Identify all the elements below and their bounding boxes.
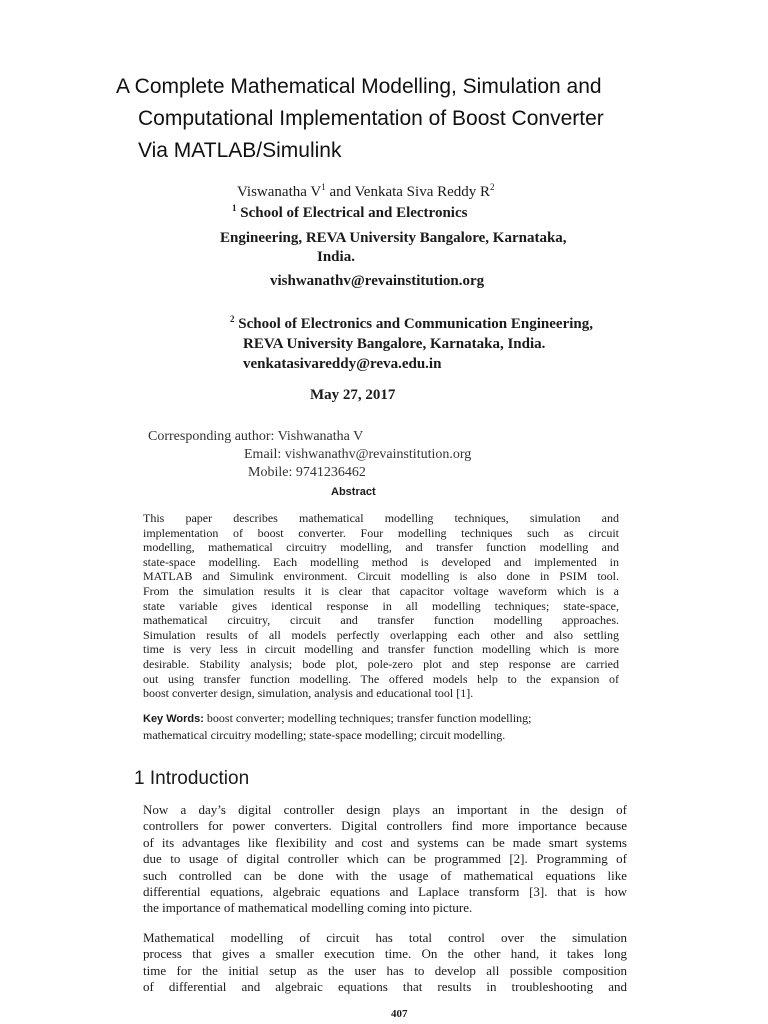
intro-line: such controlled can be done with the usage of mathematical equations like (143, 867, 627, 883)
affiliation-2-email: venkatasivareddy@reva.edu.in (243, 356, 442, 372)
corresponding-mobile: Mobile: 9741236462 (248, 465, 366, 480)
intro-line: Mathematical modelling of circuit has total control over the simulation (143, 930, 627, 945)
affiliation-1-line-3: India. (317, 249, 355, 265)
abstract-line: From the simulation results it is clear that capacitor voltage waveform which is a (143, 584, 619, 598)
abstract-line: mathematical circuitry, circuit and transfer function modelling approaches. (143, 613, 619, 628)
abstract-line: boost converter design, simulation, analysis and educational tool [1]. (143, 686, 474, 701)
abstract-line: state-space modelling. Each modelling method is developed and implemented in (143, 554, 619, 569)
affiliation-2-line-2: REVA University Bangalore, Karnataka, India. (243, 336, 546, 352)
abstract-line: time is very less in circuit modelling and transfer function modelling which is more (143, 642, 619, 657)
author-1-sup: 1 (321, 182, 326, 192)
keywords-line-2: mathematical circuitry modelling; state-space modelling; circuit modelling. (143, 728, 506, 742)
abstract-line: Simulation results of all models perfectly overlapping each other and also settling (143, 627, 619, 642)
affiliation-2-line-1: $^2$ School of Electronics and Communication Engineering, (230, 314, 593, 332)
author-1: Viswanatha V (237, 184, 322, 200)
keywords-label: Key Words: (143, 713, 204, 725)
affiliation-2-sup: 2 (230, 314, 235, 324)
corresponding-author: Corresponding author: Vishwanatha V (148, 429, 364, 444)
intro-line: of differential and algebraic equations that results in troubleshooting and (143, 979, 627, 995)
paper-title-line-3: Via MATLAB/Simulink (138, 139, 342, 162)
paper-title-line-1: A Complete Mathematical Modelling, Simulation and (116, 75, 602, 98)
abstract-line: out using transfer function modelling. The offered models help to the expansion of (143, 671, 619, 686)
intro-line: the importance of mathematical modelling coming into picture. (143, 900, 473, 916)
author-line (237, 184, 495, 201)
corresponding-email: Email: vishwanathv@revainstitution.org (244, 447, 472, 462)
intro-line: controllers for power converters. Digital controllers find more importance because (143, 818, 627, 834)
paper-date: May 27, 2017 (310, 387, 396, 403)
page-number: 407 (391, 1008, 408, 1020)
paper-title-line-2: Computational Implementation of Boost Converter (138, 107, 604, 130)
keywords-line-1: Key Words: boost converter; modelling techniques; transfer function modelling; (143, 711, 532, 725)
intro-line: process that gives a smaller execution time. On the other hand, it takes long (143, 946, 627, 962)
intro-line: due to usage of digital controller which can be programmed [2]. Programming of (143, 851, 627, 867)
affiliation-1-sup: 1 (232, 203, 237, 213)
author-2-sup: 2 (490, 182, 495, 192)
abstract-line: MATLAB and Simulink environment. Circuit modelling is also done in PSIM tool. (143, 569, 619, 584)
intro-line: of its advantages like flexibility and cost and systems can be made smart systems (143, 834, 627, 850)
intro-line: time for the initial setup as the user has to develop all possible composition (143, 962, 627, 978)
abstract-line: modelling, mathematical circuitry modelling, and transfer function modelling and (143, 540, 619, 555)
affiliation-1-email: vishwanathv@revainstitution.org (270, 273, 485, 289)
abstract-line: state variable gives identical response in all modelling techniques; state-space, (143, 598, 619, 613)
abstract-line: implementation of boost converter. Four modelling techniques such as circuit (143, 525, 619, 540)
abstract-line: This paper describes mathematical modelling techniques, simulation and (143, 511, 619, 525)
intro-line: Now a day’s digital controller design plays an important in the design of (143, 802, 627, 817)
abstract-line: desirable. Stability analysis; bode plot, pole-zero plot and step response are carried (143, 657, 619, 671)
author-2: and Venkata Siva Reddy R (325, 184, 491, 200)
affiliation-1-line-1: $^1$ School of Electrical and Electronics (232, 203, 468, 221)
affiliation-1-line-2: Engineering, REVA University Bangalore, Karnataka, (220, 230, 567, 246)
intro-line: differential equations, algebraic equations and Laplace transform [3]. that is how (143, 884, 627, 899)
abstract-heading: Abstract (331, 486, 376, 498)
section-heading-introduction: 1 Introduction (134, 768, 250, 789)
